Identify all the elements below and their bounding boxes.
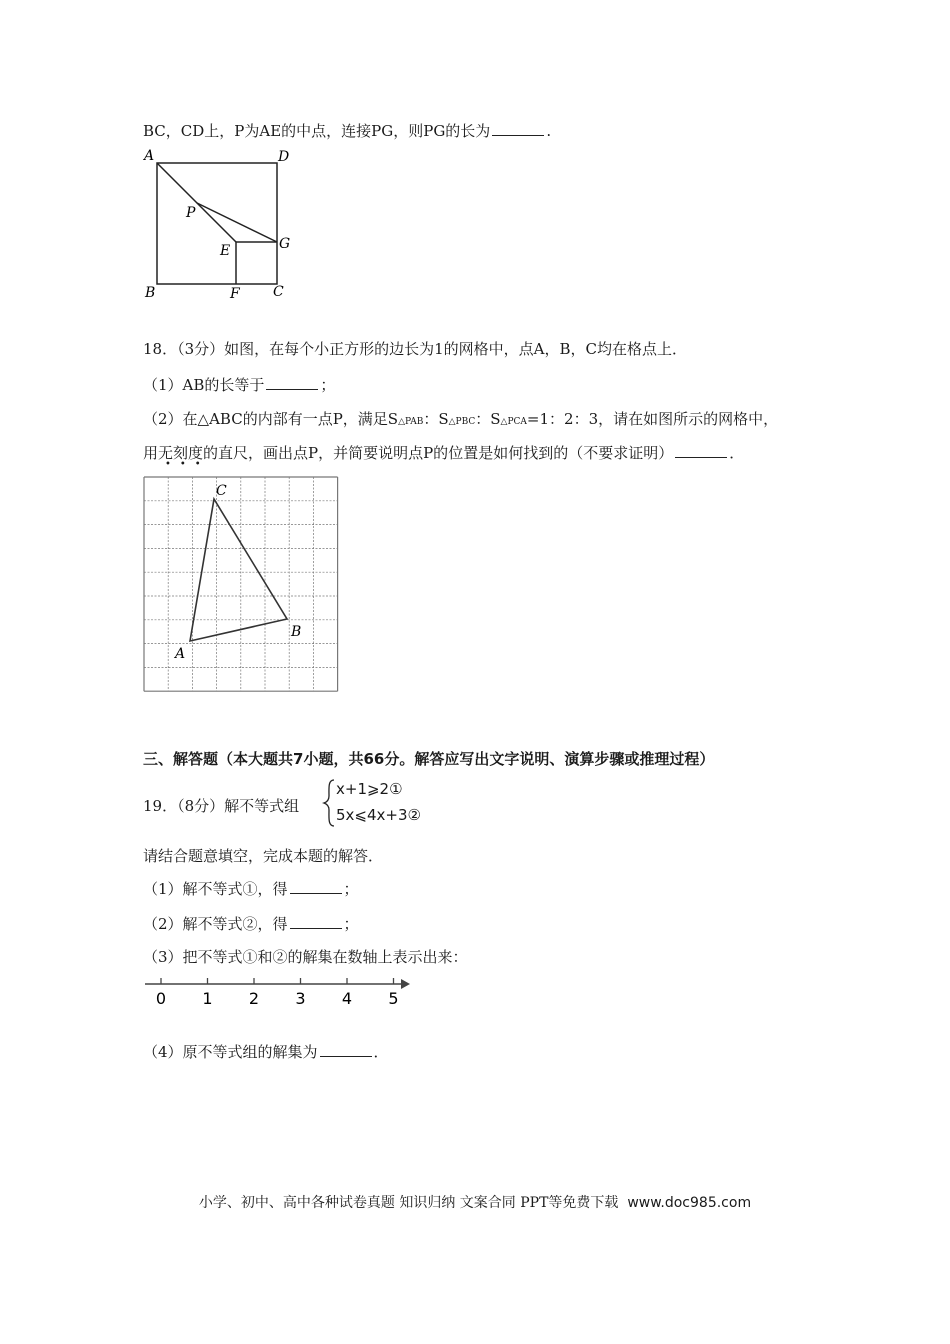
number-line-ticks <box>156 978 399 1008</box>
q19-p4-prefix: （4）原不等式组的解集为 <box>143 1043 318 1061</box>
arrow-icon <box>401 979 410 989</box>
tick-label: 3 <box>295 989 306 1008</box>
footer-url[interactable]: www.doc985.com <box>627 1195 752 1211</box>
grid-label-b: B <box>291 624 302 640</box>
label-b: B <box>145 285 156 301</box>
q19-p2-prefix: （2）解不等式②，得 <box>143 915 288 933</box>
q18-part2-end: ． <box>729 444 745 462</box>
q18-part1 <box>143 374 335 395</box>
number-line <box>140 974 420 1010</box>
q18-sub2: △PBC <box>448 417 476 427</box>
q17-continuation: BC，CD上，P为AE的中点，连接PG，则PG的长为 <box>143 122 491 140</box>
footer-text: 小学、初中、高中各种试卷真题 知识归纳 文案合同 PPT等免费下载 <box>198 1195 619 1211</box>
label-e: E <box>220 243 231 259</box>
q19-part4 <box>143 1041 389 1062</box>
q18-sep1: ：S <box>423 410 449 428</box>
q18-part1-prefix: （1）AB的长等于 <box>143 376 265 394</box>
tick-label: 1 <box>202 989 213 1008</box>
q18-grid-figure <box>140 474 340 694</box>
q17-period: . <box>546 122 552 140</box>
q17-square-figure <box>140 145 300 305</box>
q18-part1-end: ； <box>320 376 336 394</box>
q19-p4-blank[interactable] <box>320 1042 372 1057</box>
q18-part2-blank[interactable] <box>675 443 727 458</box>
segment-pg <box>197 203 277 242</box>
q18-sub3: △PCA <box>500 417 527 427</box>
section3-heading: 三、解答题（本大题共7小题，共66分。解答应写出文字说明、演算步骤或推理过程） <box>143 750 715 768</box>
q18-part2-c: 用无刻度的直尺，画出点P，并简要说明点P的位置是如何找到的（不要求证明） <box>143 444 674 462</box>
emphasis-dots: ••• <box>165 459 210 470</box>
q19-brace <box>322 778 336 828</box>
tick-label: 4 <box>341 989 353 1008</box>
label-g: G <box>279 236 291 252</box>
label-c: C <box>273 284 284 300</box>
grid-label-a: A <box>175 646 186 662</box>
q19-part1 <box>143 878 359 899</box>
q18-part2-line2 <box>143 442 744 463</box>
q18-stem: 18．（3分）如图，在每个小正方形的边长为1的网格中，点A，B，C均在格点上． <box>143 340 688 358</box>
q17-answer-blank[interactable] <box>492 121 544 136</box>
q18-part2-b: =1：2：3，请在如图所示的网格中， <box>526 410 779 428</box>
q17-text <box>143 120 551 141</box>
q19-part2 <box>143 913 359 934</box>
footer <box>0 1192 950 1212</box>
q19-p1-prefix: （1）解不等式①，得 <box>143 880 288 898</box>
grid-label-c: C <box>216 483 227 499</box>
q19-p1-blank[interactable] <box>290 879 342 894</box>
label-f: F <box>230 286 240 302</box>
q18-sep2: ：S <box>475 410 501 428</box>
q19-instruction: 请结合题意填空，完成本题的解答． <box>143 847 384 865</box>
q19-p2-end: ； <box>343 915 359 933</box>
q19-ineq1: x+1⩾2① <box>336 780 403 798</box>
q18-part2-line1 <box>143 408 778 429</box>
tick-label: 0 <box>155 989 167 1008</box>
label-p: P <box>186 205 196 221</box>
label-a: A <box>144 148 155 164</box>
label-d: D <box>278 149 290 165</box>
q19-p1-end: ； <box>343 880 359 898</box>
grid-lines <box>144 477 338 691</box>
q18-part2-a: （2）在△ABC的内部有一点P，满足S <box>143 410 399 428</box>
segment-ae <box>157 163 236 242</box>
q19-p2-blank[interactable] <box>290 914 342 929</box>
tick-label: 2 <box>248 989 260 1008</box>
q19-ineq2: 5x⩽4x+3② <box>336 806 421 824</box>
q19-part3: （3）把不等式①和②的解集在数轴上表示出来： <box>143 948 468 966</box>
q18-sub1: △PAB <box>398 417 424 427</box>
q18-part1-blank[interactable] <box>266 375 318 390</box>
q19-p4-end: ． <box>373 1043 389 1061</box>
q19-stem: 19．（8分）解不等式组 <box>143 797 300 815</box>
tick-label: 5 <box>388 989 399 1008</box>
